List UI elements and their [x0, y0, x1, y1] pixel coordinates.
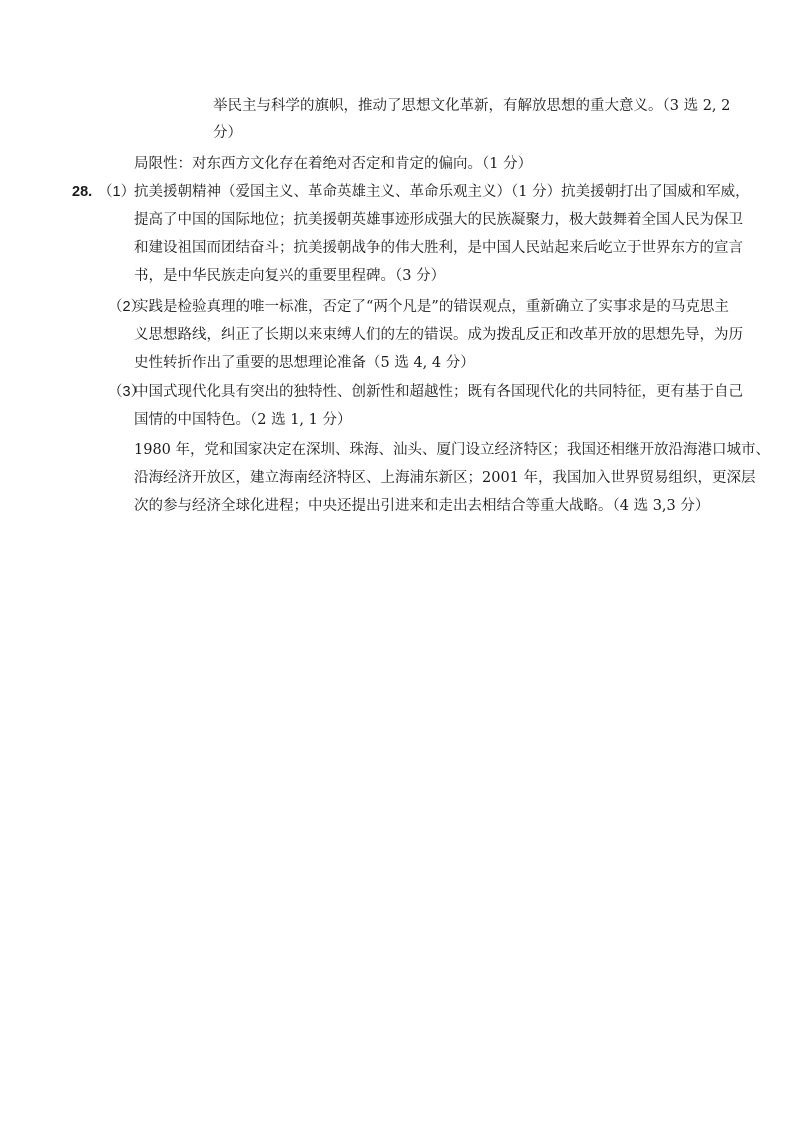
part-1-line-4: 书，是中华民族走向复兴的重要里程碑。（3 分）: [134, 268, 446, 284]
intro-line-1: 举民主与科学的旗帜，推动了思想文化革新，有解放思想的重大意义。（3 选 2, 2: [213, 98, 731, 114]
part-2-line-2: 义思想路线，纠正了长期以来束缚人们的左的错误。成为拨乱反正和改革开放的思想先导，为历: [134, 327, 743, 343]
part-3-extra-line-1: 1980 年，党和国家决定在深圳、珠海、汕头、厦门设立经济特区；我国还相继开放沿海港口城市、: [134, 442, 771, 458]
part-1-marker: （1）: [98, 184, 136, 200]
part-3-line-2: 国情的中国特色。（2 选 1, 1 分）: [134, 412, 352, 428]
part-2-marker: （2）: [108, 299, 146, 315]
limitation-line: 局限性：对东西方文化存在着绝对否定和肯定的偏向。（1 分）: [134, 156, 533, 172]
question-number: 28.: [72, 184, 93, 200]
part-3-line-1: 中国式现代化具有突出的独特性、创新性和超越性；既有各国现代化的共同特征，更有基于自己: [134, 384, 743, 400]
part-3-marker: （3）: [108, 384, 146, 400]
part-1-line-2: 提高了中国的国际地位；抗美援朝英雄事迹形成强大的民族凝聚力，极大鼓舞着全国人民为保卫: [134, 212, 743, 228]
part-3-extra-line-2: 沿海经济开放区，建立海南经济特区、上海浦东新区；2001 年，我国加入世界贸易组织，更深层: [134, 470, 756, 486]
part-1-line-3: 和建设祖国而团结奋斗；抗美援朝战争的伟大胜利，是中国人民站起来后屹立于世界东方的宣言: [134, 240, 743, 256]
intro-line-2: 分）: [213, 125, 242, 141]
part-3-extra-line-3: 次的参与经济全球化进程；中央还提出引进来和走出去相结合等重大战略。（4 选 3,3 分）: [134, 498, 710, 514]
part-1-line-1: 抗美援朝精神（爱国主义、革命英雄主义、革命乐观主义）（1 分）抗美援朝打出了国威和军威，: [134, 184, 750, 200]
part-2-line-1: 实践是检验真理的唯一标准，否定了“两个凡是”的错误观点，重新确立了实事求是的马克思主: [134, 299, 729, 315]
part-2-line-3: 史性转折作出了重要的思想理论准备（5 选 4, 4 分）: [134, 355, 475, 371]
